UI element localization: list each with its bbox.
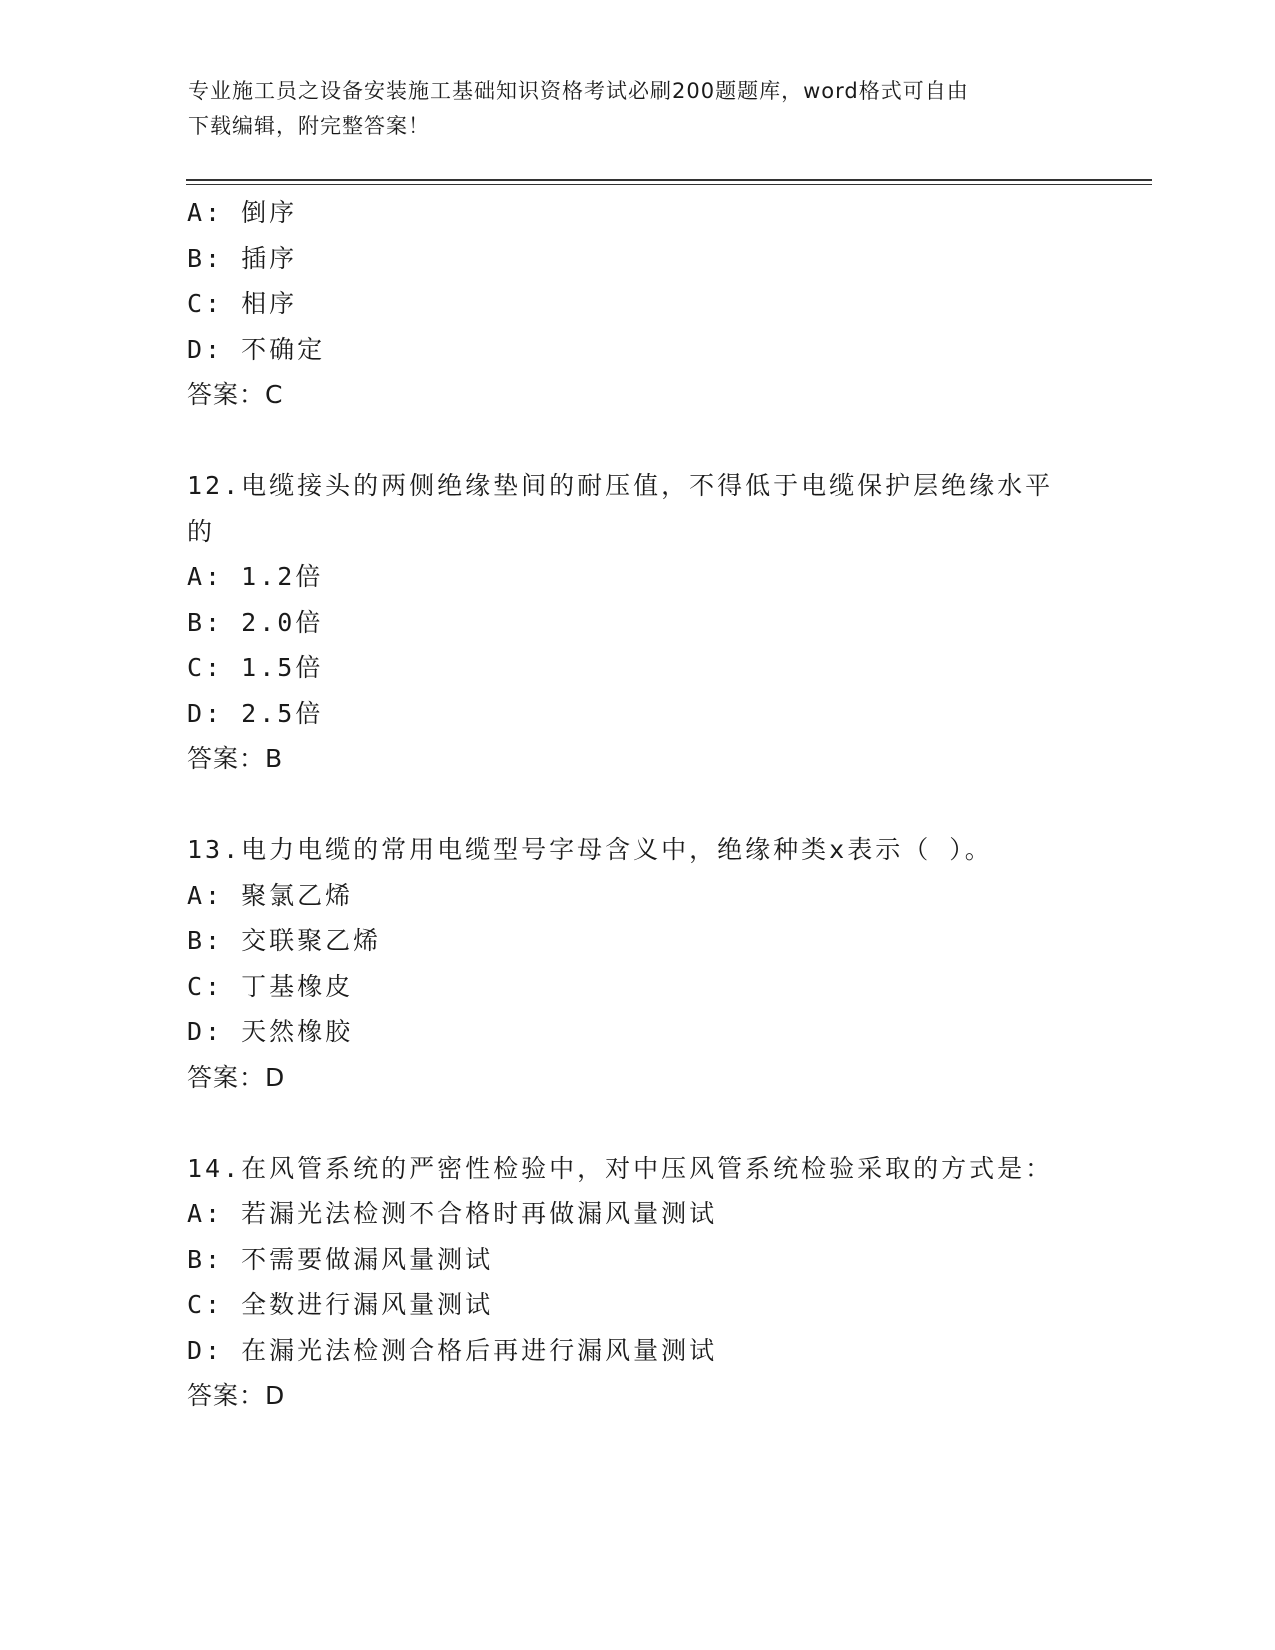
- question-stem: 在风管系统的严密性检验中，对中压风管系统检验采取的方式是：: [241, 1153, 1054, 1183]
- option-text: 1.2倍: [241, 562, 324, 591]
- question-block-13: [187, 827, 1087, 1100]
- option-b: [187, 600, 1087, 646]
- spacer: [187, 782, 1087, 828]
- question-block-12: [187, 463, 1087, 782]
- option-b: [187, 236, 1087, 282]
- option-text: 2.0倍: [241, 607, 324, 637]
- option-text: 全数进行漏风量测试: [241, 1290, 494, 1319]
- question-block-14: [187, 1146, 1087, 1419]
- question-number: 13.: [187, 835, 242, 864]
- option-d: [187, 1328, 1087, 1374]
- option-label: B:: [187, 243, 224, 273]
- option-c: [187, 645, 1087, 691]
- option-label: D:: [187, 334, 224, 364]
- option-label: B:: [187, 926, 224, 955]
- option-text: 相序: [241, 289, 298, 318]
- option-label: C:: [187, 289, 224, 318]
- option-d: [187, 327, 1087, 373]
- option-text: 2.5倍: [241, 698, 324, 728]
- option-d: [187, 691, 1087, 737]
- header-divider-thin: [186, 184, 1152, 185]
- option-label: A:: [187, 198, 224, 227]
- option-text: 聚氯乙烯: [241, 880, 354, 910]
- option-text: 插序: [241, 243, 298, 273]
- question-list: [187, 190, 1087, 1419]
- option-text: 若漏光法检测不合格时再做漏风量测试: [241, 1199, 718, 1228]
- option-label: A:: [187, 1199, 224, 1228]
- question-stem: 电力电缆的常用电缆型号字母含义中，绝缘种类x表示（ ）。: [241, 835, 993, 864]
- question-text: [187, 1146, 1067, 1192]
- option-label: C:: [187, 971, 224, 1001]
- question-text: [187, 827, 1067, 873]
- option-text: 不需要做漏风量测试: [241, 1244, 494, 1274]
- option-label: D:: [187, 1335, 224, 1365]
- header-title-line-1: 专业施工员之设备安装施工基础知识资格考试必刷200题题库，word格式可自由: [188, 79, 969, 103]
- option-c: [187, 1282, 1087, 1328]
- option-a: [187, 1191, 1087, 1237]
- option-label: D:: [187, 698, 224, 728]
- question-number: 14.: [187, 1153, 242, 1183]
- question-number: 12.: [187, 471, 242, 500]
- header-divider-thick: [186, 179, 1152, 181]
- spacer: [187, 418, 1087, 464]
- option-c: [187, 964, 1087, 1010]
- option-b: [187, 1237, 1087, 1283]
- option-text: 1.5倍: [241, 653, 324, 682]
- answer-line: 答案：D: [187, 1062, 286, 1092]
- answer-line: 答案：B: [187, 744, 284, 773]
- option-text: 在漏光法检测合格后再进行漏风量测试: [241, 1335, 718, 1365]
- option-d: [187, 1009, 1087, 1055]
- option-text: 交联聚乙烯: [241, 926, 382, 955]
- spacer: [187, 1100, 1087, 1146]
- option-a: [187, 554, 1087, 600]
- option-label: A:: [187, 562, 224, 591]
- option-a: [187, 190, 1087, 236]
- option-text: 倒序: [241, 198, 298, 227]
- answer-line: 答案：D: [187, 1381, 286, 1410]
- header-title-line-2: 下载编辑，附完整答案！: [188, 114, 430, 138]
- question-stem: 电缆接头的两侧绝缘垫间的耐压值，不得低于电缆保护层绝缘水平的: [187, 471, 1054, 546]
- option-text: 不确定: [241, 334, 326, 364]
- option-b: [187, 918, 1087, 964]
- option-label: C:: [187, 1290, 224, 1319]
- answer-line: 答案：C: [187, 380, 284, 409]
- option-c: [187, 281, 1087, 327]
- option-text: 天然橡胶: [241, 1017, 354, 1046]
- document-header: [188, 74, 1068, 144]
- option-text: 丁基橡皮: [241, 971, 354, 1001]
- question-text: [187, 463, 1067, 554]
- option-label: B:: [187, 607, 224, 637]
- option-label: C:: [187, 653, 224, 682]
- option-label: B:: [187, 1244, 224, 1274]
- option-label: D:: [187, 1017, 224, 1046]
- option-label: A:: [187, 880, 224, 910]
- option-a: [187, 873, 1087, 919]
- prev-question-block: [187, 190, 1087, 418]
